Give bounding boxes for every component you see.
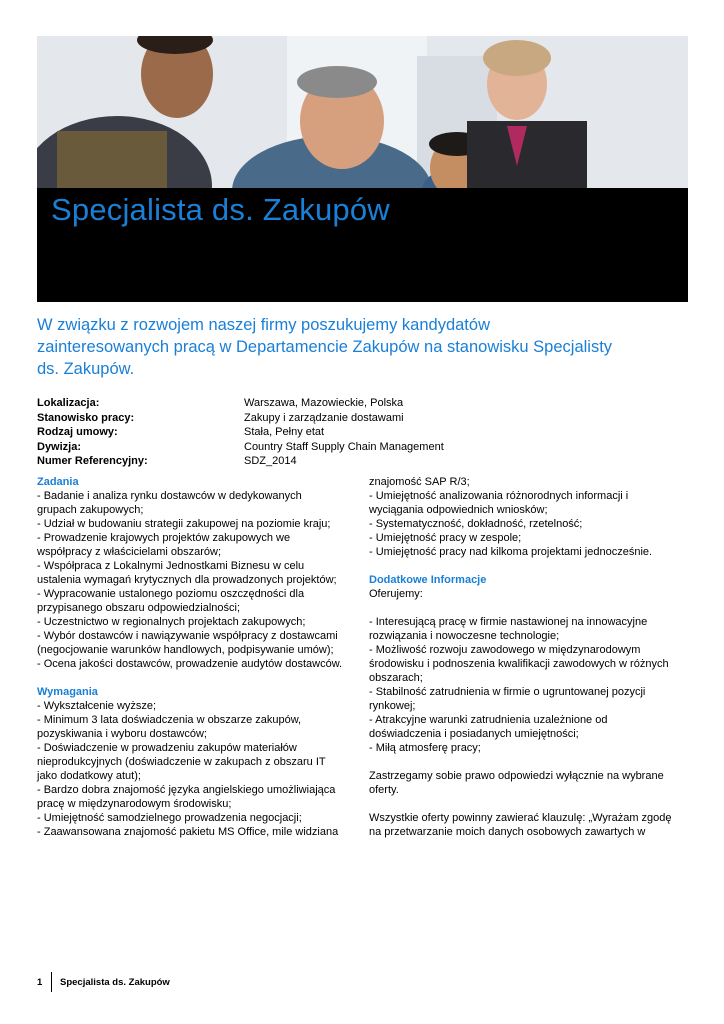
list-line: nieprodukcyjnych (doświadczenie w zakupach z obszaru IT [37,756,326,768]
page-title: Specjalista ds. Zakupów [51,192,390,227]
list-line: jako dodatkowy atut); [37,770,141,782]
list-line: ustalenia wymagań krytycznych dla prowadzonych projektów; [37,574,337,586]
left-column [37,475,355,839]
paragraph-line: na przetwarzanie moich danych osobowych zawartych w [369,826,646,838]
detail-value: Zakupy i zarządzanie dostawami [244,411,404,424]
wymagania-list [37,699,355,839]
detail-row-reference [37,454,677,469]
list-line: - Stabilność zatrudnienia w firmie o ugruntowanej pozycji [369,686,646,698]
list-line: - Współpraca z Lokalnymi Jednostkami Biznesu w celu [37,560,305,572]
list-line: - Udział w budowaniu strategii zakupowej na poziomie kraju; [37,518,331,530]
list-line: - Ocena jakości dostawców, prowadzenie audytów dostawców. [37,658,343,670]
list-line: doświadczenia i posiadanych umiejętności; [369,728,579,740]
list-line: - Atrakcyjne warunki zatrudnienia uzależnione od [369,714,608,726]
section-heading-wymagania: Wymagania [37,686,98,698]
oferujemy-list [369,615,689,755]
page-footer [37,972,170,992]
page-number: 1 [37,976,43,988]
klauzula-paragraph [369,811,689,839]
list-line: pozyskiwania i wyboru dostawców; [37,728,207,740]
detail-label: Lokalizacja: [37,397,100,409]
intro-paragraph [37,314,677,380]
footer-divider [51,972,52,992]
intro-line: W związku z rozwojem naszej firmy poszukujemy kandydatów [37,316,490,334]
list-line: - Systematyczność, dokładność, rzetelność; [369,518,583,530]
list-line: pracę w międzynarodowym środowisku; [37,798,232,810]
list-line: - Wypracowanie ustalonego poziomu oszczędności dla [37,588,305,600]
list-line: obszarach; [369,672,423,684]
section-heading-zadania: Zadania [37,476,79,488]
list-line: - Możliwość rozwoju zawodowego w międzynarodowym [369,644,641,656]
detail-row-division [37,440,677,455]
paragraph-line: Wszystkie oferty powinny zawierać klauzulę: „Wyrażam zgodę [369,812,672,824]
list-line: środowisku i podnoszenia kwalifikacji zawodowych w różnych [369,658,669,670]
list-line: - Uczestnictwo w regionalnych projektach zakupowych; [37,616,306,628]
section-heading-dodatkowe: Dodatkowe Informacje [369,574,487,586]
detail-value: Warszawa, Mazowieckie, Polska [244,397,404,409]
detail-label: Stanowisko pracy: [37,411,135,424]
list-line: - Bardzo dobra znajomość języka angielskiego umożliwiająca [37,784,336,796]
list-line: - Umiejętność samodzielnego prowadzenia negocjacji; [37,812,302,824]
header-photo [37,36,688,188]
detail-label: Dywizja: [37,440,82,453]
detail-label: Numer Referencyjny: [37,455,148,468]
list-line: grupach zakupowych; [37,504,144,516]
list-line: (negocjowanie warunków handlowych, podpisywanie umów); [37,644,334,656]
list-line: - Umiejętność analizowania różnorodnych informacji i [369,490,629,502]
list-line: - Badanie i analiza rynku dostawców w dedykowanych [37,490,302,502]
title-banner [37,188,688,302]
right-column [369,475,689,839]
paragraph-line: Zastrzegamy sobie prawo odpowiedzi wyłącznie na wybrane [369,770,664,782]
wymagania-continued-list [369,475,689,559]
list-line: - Miłą atmosferę pracy; [369,742,481,754]
list-line: - Umiejętność pracy w zespole; [369,532,522,544]
list-line: rynkowej; [369,700,416,712]
job-details-table [37,396,677,469]
list-line: - Wybór dostawców i nawiązywanie współpracy z dostawcami [37,630,338,642]
detail-row-position [37,411,677,426]
list-line: - Interesującą pracę w firmie nastawionej na innowacyjne [369,616,648,628]
list-line: rozwiązania i nowoczesne technologie; [369,630,560,642]
intro-line: zainteresowanych pracą w Departamencie Zakupów na stanowisku Specjalisty [37,338,613,356]
list-line: współpracy z właścicielami obszarów; [37,546,222,558]
intro-line: ds. Zakupów. [37,360,135,378]
detail-value: Stała, Pełny etat [244,426,325,439]
list-line: przypisanego obszaru odpowiedzialności; [37,602,241,614]
list-line: - Wykształcenie wyższe; [37,700,157,712]
list-line: - Zaawansowana znajomość pakietu MS Office, mile widziana [37,826,339,838]
list-line: - Doświadczenie w prowadzeniu zakupów materiałów [37,742,297,754]
people-photo-illustration [37,36,688,188]
list-line: - Umiejętność pracy nad kilkoma projektami jednocześnie. [369,546,653,558]
oferujemy-label: Oferujemy: [369,588,423,600]
paragraph-line: oferty. [369,784,399,796]
footer-label: Specjalista ds. Zakupów [60,976,170,988]
detail-value: Country Staff Supply Chain Management [244,440,444,453]
zadania-list [37,489,355,671]
zastrzegamy-paragraph [369,769,689,797]
list-line: - Prowadzenie krajowych projektów zakupowych we [37,532,291,544]
detail-row-location [37,396,677,411]
detail-label: Rodzaj umowy: [37,426,118,439]
detail-row-contract [37,425,677,440]
list-line: znajomość SAP R/3; [369,476,470,488]
list-line: wyciągania odpowiednich wniosków; [369,504,548,516]
list-line: - Minimum 3 lata doświadczenia w obszarze zakupów, [37,714,302,726]
detail-value: SDZ_2014 [244,455,297,468]
